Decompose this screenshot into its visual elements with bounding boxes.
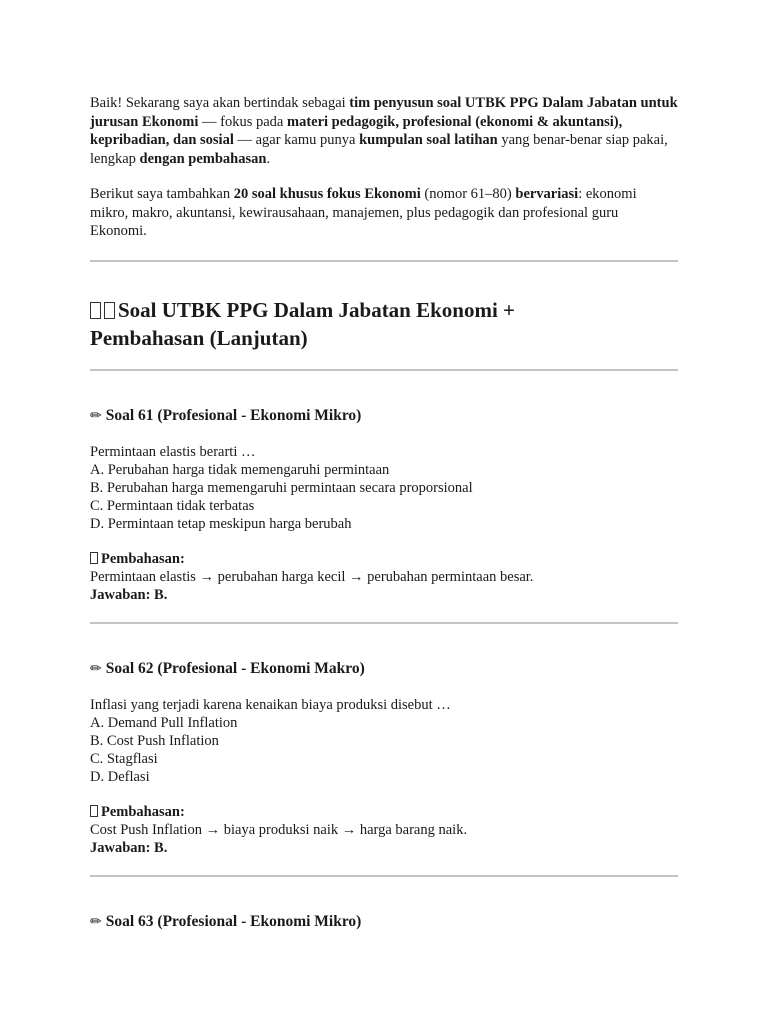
option-b: B. Perubahan harga memengaruhi permintaan secara proporsional (90, 479, 473, 496)
question-body (90, 443, 678, 533)
missing-glyph-icon (104, 302, 115, 319)
question-stem: Permintaan elastis berarti … (90, 443, 256, 460)
pencil-icon: ✏ (90, 407, 102, 424)
divider (90, 369, 678, 371)
missing-glyph-icon (90, 302, 101, 319)
intro-paragraph-1: Baik! Sekarang saya akan bertindak sebagai tim penyusun soal UTBK PPG Dalam Jabatan untuk jurusan Ekonomi — fokus pada materi pedagogik, profesional (ekonomi & akuntansi), kepribadian, dan sosial — agar kamu punya kumpulan soal latihan yang benar-benar siap pakai, lengkap dengan pembahasan. (90, 95, 678, 167)
option-a: A. Perubahan harga tidak memengaruhi permintaan (90, 461, 390, 478)
answer-text: Jawaban: B. (90, 586, 168, 603)
question-title: ✏ Soal 62 (Profesional - Ekonomi Makro) (90, 659, 365, 677)
question-body (90, 696, 678, 786)
divider (90, 260, 678, 262)
intro-paragraph-2: Berikut saya tambahkan 20 soal khusus fokus Ekonomi (nomor 61–80) bervariasi: ekonomi mikro, makro, akuntansi, kewirausahaan, manajemen, plus pedagogik dan profesional guru Ekonomi. (90, 186, 637, 239)
question-stem: Inflasi yang terjadi karena kenaikan biaya produksi disebut … (90, 696, 451, 713)
pencil-icon: ✏ (90, 913, 102, 930)
answer-text: Jawaban: B. (90, 839, 168, 856)
missing-glyph-icon (90, 805, 98, 817)
option-c: C. Permintaan tidak terbatas (90, 497, 255, 514)
option-d: D. Deflasi (90, 768, 150, 785)
option-c: C. Stagflasi (90, 750, 158, 767)
divider (90, 622, 678, 624)
missing-glyph-icon (90, 552, 98, 564)
divider (90, 875, 678, 877)
option-b: B. Cost Push Inflation (90, 732, 219, 749)
option-d: D. Permintaan tetap meskipun harga berubah (90, 515, 352, 532)
discussion-text: Permintaan elastis → perubahan harga kecil → perubahan permintaan besar. (90, 568, 534, 585)
question-title: ✏ Soal 63 (Profesional - Ekonomi Mikro) (90, 912, 362, 930)
page-title: Soal UTBK PPG Dalam Jabatan Ekonomi + Pembahasan (Lanjutan) (90, 297, 516, 350)
discussion-block: Pembahasan: Permintaan elastis → perubahan harga kecil → perubahan permintaan besar. Jawaban: B. (90, 550, 678, 604)
option-a: A. Demand Pull Inflation (90, 714, 238, 731)
discussion-text: Cost Push Inflation → biaya produksi naik → harga barang naik. (90, 821, 468, 838)
pencil-icon: ✏ (90, 660, 102, 677)
discussion-block: Pembahasan: Cost Push Inflation → biaya produksi naik → harga barang naik. Jawaban: B. (90, 803, 678, 857)
question-title: ✏ Soal 61 (Profesional - Ekonomi Mikro) (90, 406, 362, 424)
